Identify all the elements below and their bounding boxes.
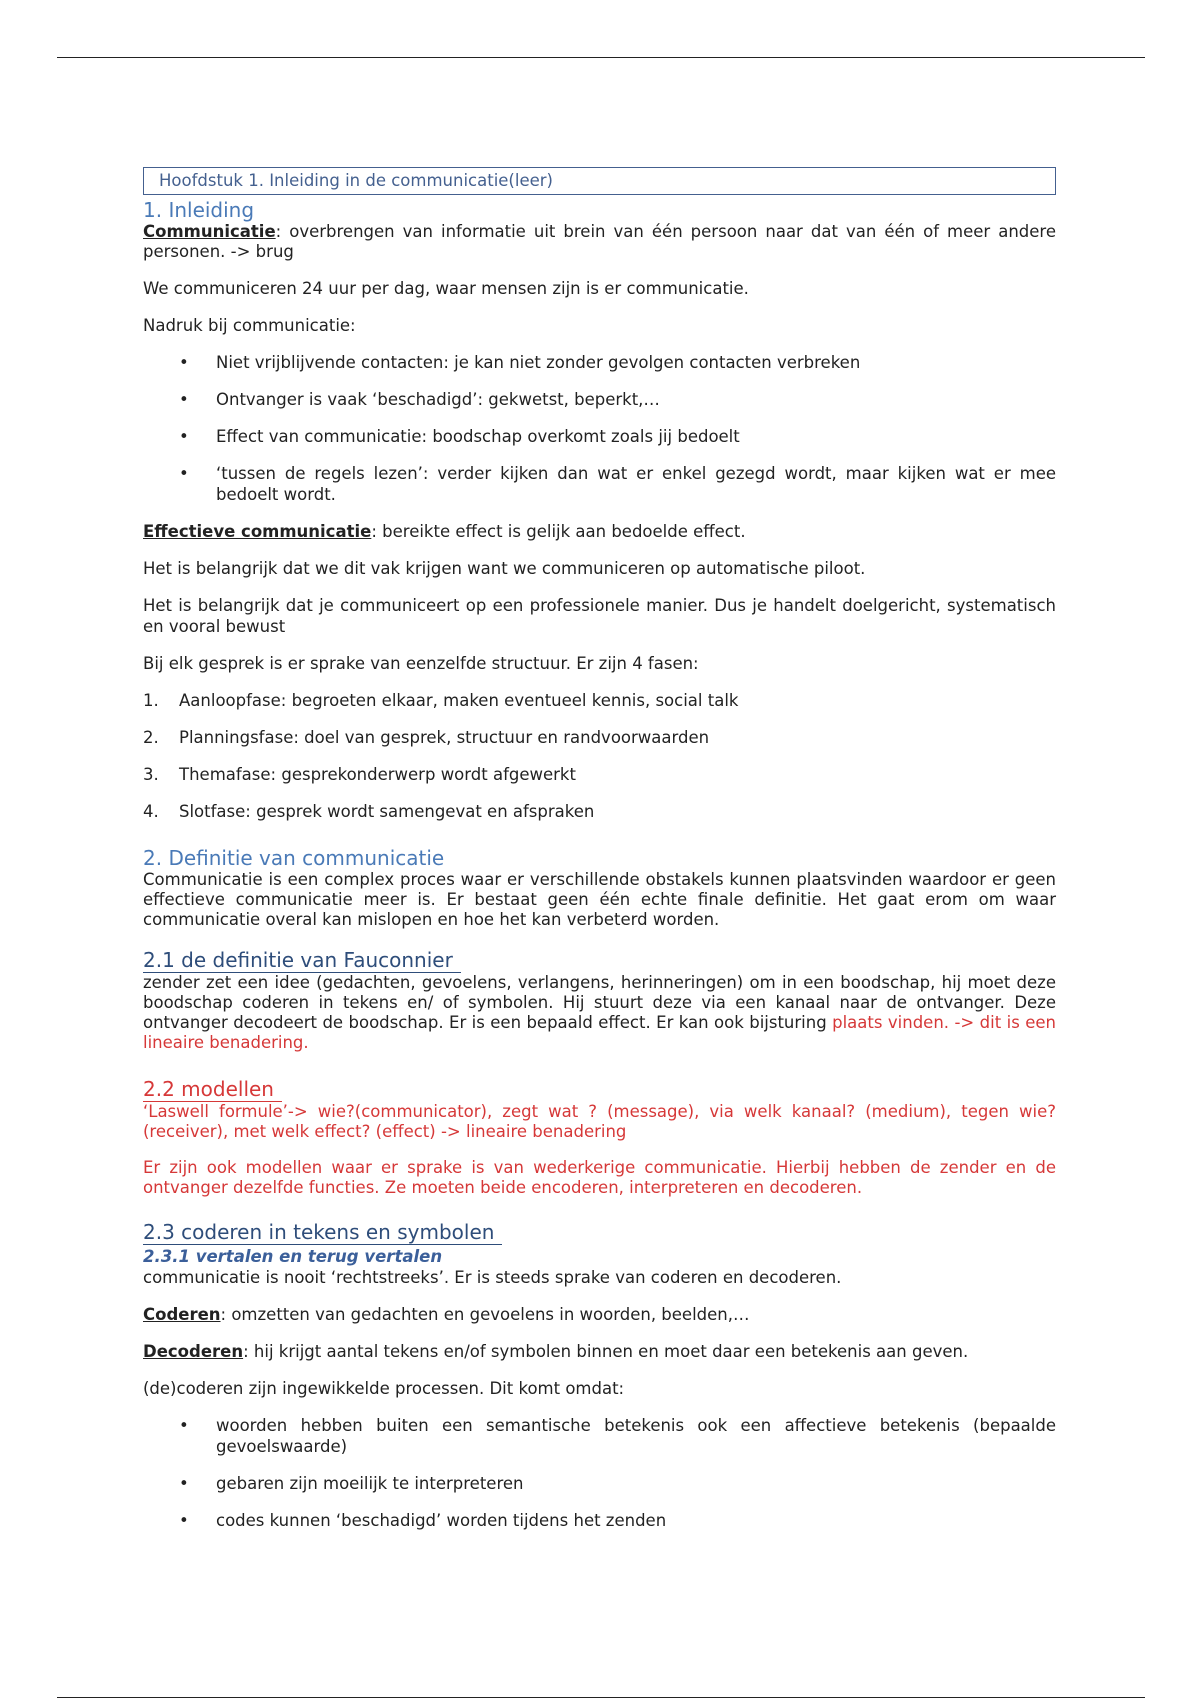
bullet-icon: • (179, 1511, 189, 1530)
term-effectieve-communicatie: Effectieve communicatie (143, 522, 372, 541)
document-page (143, 167, 1056, 1547)
paragraph: Er zijn ook modellen waar er sprake is van wederkerige communicatie. Hierbij hebben de zender en de ontvanger dezelfde functies. Ze moeten beide encoderen, interpreteren en decoderen. (143, 1158, 1056, 1197)
list-item: • Ontvanger is vaak ‘beschadigd’: gekwetst, beperkt,… (179, 390, 660, 409)
emphasis-list (143, 352, 1056, 505)
list-item: • Niet vrijblijvende contacten: je kan niet zonder gevolgen contacten verbreken (179, 353, 861, 372)
definition-coderen: Coderen: omzetten van gedachten en gevoelens in woorden, beelden,… (143, 1305, 750, 1324)
term-coderen: Coderen (143, 1305, 221, 1324)
definition-effectieve-communicatie: Effectieve communicatie: bereikte effect is gelijk aan bedoelde effect. (143, 522, 746, 541)
paragraph: (de)coderen zijn ingewikkelde processen. Dit komt omdat: (143, 1379, 625, 1398)
footer-rule (57, 1697, 1145, 1698)
coding-list (143, 1415, 1056, 1531)
paragraph: Nadruk bij communicatie: (143, 316, 356, 335)
term-communicatie: Communicatie (143, 222, 276, 241)
bullet-icon: • (179, 390, 189, 409)
paragraph: Communicatie is een complex proces waar er verschillende obstakels kunnen plaatsvinden waardoor er geen effectieve communicatie meer is. Er bestaat geen één echte finale definitie. Het gaat erom om waar communicatie overal kan mislopen en hoe het kan verbeterd worden. (143, 870, 1056, 929)
term-decoderen: Decoderen (143, 1342, 244, 1361)
phases-list (143, 690, 1056, 822)
section-2-2-title: 2.2 modellen (143, 1077, 282, 1102)
paragraph: Het is belangrijk dat je communiceert op een professionele manier. Dus je handelt doelgericht, systematisch en vooral bewust (143, 596, 1056, 636)
definition-communicatie: Communicatie: overbrengen van informatie uit brein van één persoon naar dat van één of meer andere personen. -> brug (143, 222, 1056, 261)
paragraph: Bij elk gesprek is er sprake van eenzelfde structuur. Er zijn 4 fasen: (143, 654, 699, 673)
chapter-title: Hoofdstuk 1. Inleiding in de communicatie(leer) (143, 167, 1056, 195)
list-item: 3. Themafase: gesprekonderwerp wordt afgewerkt (143, 765, 576, 784)
paragraph: communicatie is nooit ‘rechtstreeks’. Er is steeds sprake van coderen en decoderen. (143, 1268, 842, 1287)
bullet-icon: • (179, 1474, 189, 1493)
paragraph: zender zet een idee (gedachten, gevoelens, verlangens, herinneringen) om in een boodschap, hij moet deze boodschap coderen in tekens en/ of symbolen. Hij stuurt deze via een kanaal naar de ontvanger. Deze ontvanger decodeert de boodschap. Er is een bepaald effect. Er kan ook bijsturing plaats vinden. -> dit is een lineaire benadering. (143, 973, 1056, 1052)
bullet-icon: • (179, 1416, 189, 1435)
list-item: 1. Aanloopfase: begroeten elkaar, maken eventueel kennis, social talk (143, 691, 739, 710)
list-item: • gebaren zijn moeilijk te interpreteren (179, 1474, 524, 1493)
list-item: 2. Planningsfase: doel van gesprek, structuur en randvoorwaarden (143, 728, 710, 747)
bullet-icon: • (179, 464, 189, 483)
list-item: • woorden hebben buiten een semantische betekenis ook een affectieve betekenis (bepaalde gevoelswaarde) (179, 1416, 1056, 1456)
section-2-title: 2. Definitie van communicatie (143, 846, 445, 870)
definition-decoderen: Decoderen: hij krijgt aantal tekens en/of symbolen binnen en moet daar een betekenis aan geven. (143, 1342, 969, 1361)
list-item: • Effect van communicatie: boodschap overkomt zoals jij bedoelt (179, 427, 740, 446)
header-rule (57, 57, 1145, 58)
paragraph: ‘Laswell formule’-> wie?(communicator), zegt wat ? (message), via welk kanaal? (medium), tegen wie?(receiver), met welk effect? (effect) -> lineaire benadering (143, 1102, 1056, 1141)
section-2-3-title: 2.3 coderen in tekens en symbolen (143, 1220, 502, 1245)
list-item: • codes kunnen ‘beschadigd’ worden tijdens het zenden (179, 1511, 667, 1530)
section-1-title: 1. Inleiding (143, 198, 255, 222)
section-2-1-title: 2.1 de definitie van Fauconnier (143, 948, 461, 973)
bullet-icon: • (179, 353, 189, 372)
list-item: • ‘tussen de regels lezen’: verder kijken dan wat er enkel gezegd wordt, maar kijken wat er mee bedoelt wordt. (179, 464, 1056, 504)
list-item: 4. Slotfase: gesprek wordt samengevat en afspraken (143, 802, 595, 821)
section-2-3-1-title: 2.3.1 vertalen en terug vertalen (143, 1247, 443, 1266)
paragraph: We communiceren 24 uur per dag, waar mensen zijn is er communicatie. (143, 279, 749, 298)
paragraph: Het is belangrijk dat we dit vak krijgen want we communiceren op automatische piloot. (143, 559, 866, 578)
bullet-icon: • (179, 427, 189, 446)
